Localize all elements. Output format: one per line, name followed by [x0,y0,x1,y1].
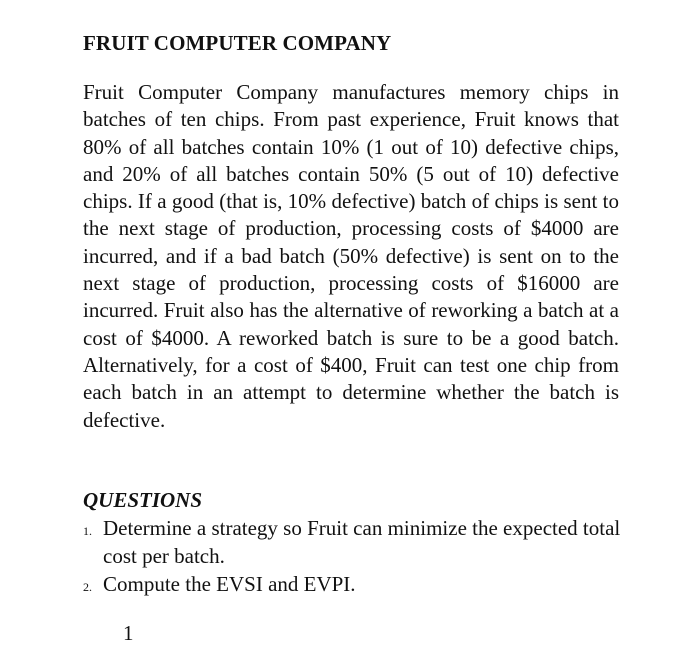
case-paragraph: Fruit Computer Company manufactures memory chips in batches of ten chips. From past experience, Fruit knows that 80% of all batches contain 10% (1 out of 10) defective chips, and 20% of all batches contain 50% (5 out of 10) defective chips. If a good (that is, 10% defective) batch of chips is sent to the next stage of production, processing costs of $4000 are incurred, and if a bad batch (50% defective) is sent on to the next stage of production, processing costs of $16000 are incurred. Fruit also has the alternative of reworking a batch at a cost of $4000. A reworked batch is sure to be a good batch. Alternatively, for a cost of $400, Fruit can test one chip from each batch in an attempt to determine whether the batch is defective. [83,80,619,432]
question-item [83,570,628,602]
question-text: Determine a strategy so Fruit can minimize the expected total cost per batch. [103,516,621,568]
document-title: FRUIT COMPUTER COMPANY [83,31,392,55]
questions-list [83,514,628,602]
question-item [83,514,628,570]
questions-heading: QUESTIONS [83,488,203,512]
page-number: 1 [123,621,134,645]
question-text: Compute the EVSI and EVPI. [103,572,356,596]
question-number: 2. [83,580,92,594]
question-number: 1. [83,524,92,538]
